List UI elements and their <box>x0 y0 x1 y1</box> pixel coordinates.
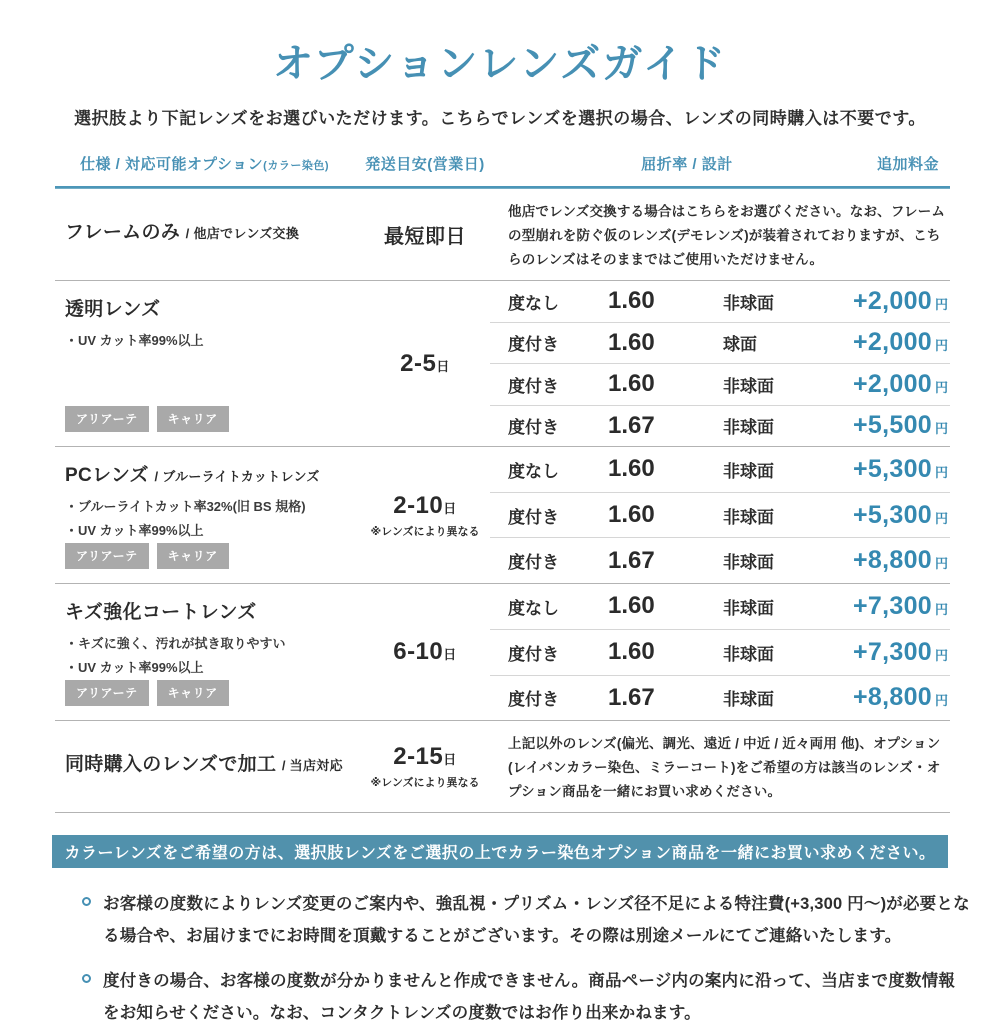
table-row <box>55 281 950 447</box>
shipping-note: ※レンズにより異なる <box>370 777 480 790</box>
option-badge: アリアーテ <box>65 543 149 569</box>
shipping-value: 6-10 <box>393 638 444 666</box>
header-index-design: 屈折率 / 設計 <box>641 156 733 173</box>
prescription-type: 度付き <box>508 376 559 396</box>
table-row <box>55 584 950 721</box>
price-value: +2,000 <box>853 369 932 398</box>
feature-item: ・キズに強く、汚れが拭き取りやすい <box>65 636 286 652</box>
shipping-cell <box>360 189 490 280</box>
prescription-type: 度付き <box>508 507 559 527</box>
price-currency: 円 <box>934 338 948 354</box>
lens-design: 非球面 <box>723 644 774 664</box>
price-currency: 円 <box>934 647 948 663</box>
shipping-cell <box>360 281 490 446</box>
lens-option-row <box>490 676 950 721</box>
price <box>853 455 950 484</box>
price-currency: 円 <box>934 296 948 312</box>
price <box>853 287 950 316</box>
table-header-row <box>55 153 950 186</box>
color-lens-banner: カラーレンズをご希望の方は、選択肢レンズをご選択の上でカラー染色オプション商品を一緒にお買い求めください。 <box>52 835 948 868</box>
lens-design: 非球面 <box>723 507 774 527</box>
shipping-value: 2-15 <box>393 743 444 771</box>
lens-option-row <box>490 538 950 583</box>
feature-item: ・UV カット率99%以上 <box>65 660 204 676</box>
footnote-item <box>82 965 970 1029</box>
price-value: +2,000 <box>853 328 932 357</box>
lens-name <box>65 294 360 321</box>
lens-design: 非球面 <box>723 690 774 710</box>
feature-list <box>65 329 360 353</box>
price-value: +5,300 <box>853 454 932 483</box>
prescription-type: 度付き <box>508 553 559 573</box>
lens-name <box>65 749 360 776</box>
lens-option-row <box>490 364 950 406</box>
lens-name-text: キズ強化コートレンズ <box>65 602 257 624</box>
spec-cell <box>55 584 360 720</box>
lens-name-text: フレームのみ <box>65 221 186 243</box>
footnotes <box>82 888 970 1029</box>
price-value: +8,800 <box>853 683 932 712</box>
refractive-index: 1.60 <box>608 287 655 315</box>
lens-name-suffix: / ブルーライトカットレンズ <box>154 469 320 485</box>
shipping-cell <box>360 447 490 583</box>
price <box>853 501 950 530</box>
lens-option-table <box>55 153 950 813</box>
spec-cell <box>55 447 360 583</box>
price <box>853 411 950 440</box>
shipping-days <box>400 350 450 378</box>
lens-option-row <box>490 281 950 323</box>
header-spec-note: (カラー染色) <box>263 160 329 172</box>
refractive-index: 1.67 <box>608 546 655 574</box>
footnote-text: 度付きの場合、お客様の度数が分かりませんと作成できません。商品ページ内の案内に沿って、当店まで度数情報をお知らせください。なお、コンタクトレンズの度数ではお作り出来かねます。 <box>103 971 956 1022</box>
prescription-type: 度付き <box>508 644 559 664</box>
shipping-days <box>393 743 457 771</box>
prescription-type: 度なし <box>508 598 559 618</box>
page-subtitle: 選択肢より下記レンズをお選びいただけます。こちらでレンズを選択の場合、レンズの同時購入は不要です。 <box>74 109 926 128</box>
lens-option-row <box>490 447 950 493</box>
spec-cell <box>55 281 360 446</box>
price <box>853 683 950 712</box>
prescription-type: 度なし <box>508 293 559 313</box>
price-currency: 円 <box>934 421 948 437</box>
lens-design: 非球面 <box>723 553 774 573</box>
refractive-index: 1.60 <box>608 638 655 666</box>
footnote-item <box>82 888 970 952</box>
option-badge: キャリア <box>157 406 229 432</box>
detail-cell <box>490 721 950 812</box>
lens-option-row <box>490 493 950 539</box>
shipping-days <box>393 492 457 520</box>
header-shipping: 発送目安(営業日) <box>365 156 485 173</box>
prescription-type: 度なし <box>508 461 559 481</box>
price-value: +5,300 <box>853 500 932 529</box>
refractive-index: 1.67 <box>608 683 655 711</box>
feature-list <box>65 495 360 543</box>
footnote-text: お客様の度数によりレンズ変更のご案内や、強乱視・プリズム・レンズ径不足による特注費(+3,300 円〜)が必要となる場合や、お届けまでにお時間を頂戴することがございます。その際は別途メールにてご連絡いたします。 <box>103 895 970 946</box>
price-currency: 円 <box>934 510 948 526</box>
shipping-days <box>384 220 466 249</box>
row-note: 上記以外のレンズ(偏光、調光、遠近 / 中近 / 近々両用 他)、オプション(レイバンカラー染色、ミラーコート)をご希望の方は該当のレンズ・オプション商品を一緒にお買い求めください。 <box>508 736 941 800</box>
header-price: 追加料金 <box>876 156 939 173</box>
shipping-value: 2-5 <box>400 349 437 377</box>
table-row <box>55 447 950 584</box>
price <box>853 328 950 357</box>
table-row <box>55 721 950 813</box>
refractive-index: 1.67 <box>608 411 655 439</box>
refractive-index: 1.60 <box>608 328 655 356</box>
price-value: +7,300 <box>853 637 932 666</box>
option-badge: アリアーテ <box>65 406 149 432</box>
feature-list <box>65 632 360 680</box>
shipping-unit: 日 <box>443 647 457 663</box>
circle-bullet-icon <box>82 897 91 906</box>
lens-name-text: 透明レンズ <box>65 299 161 321</box>
price-currency: 円 <box>934 379 948 395</box>
price <box>853 546 950 575</box>
lens-option-row <box>490 584 950 630</box>
lens-design: 非球面 <box>723 418 774 438</box>
lens-design: 非球面 <box>723 461 774 481</box>
shipping-unit: 日 <box>443 752 457 768</box>
shipping-days <box>393 638 457 666</box>
badge-list <box>65 406 360 437</box>
feature-item: ・UV カット率99%以上 <box>65 333 204 349</box>
price-currency: 円 <box>934 556 948 572</box>
price-currency: 円 <box>934 693 948 709</box>
refractive-index: 1.60 <box>608 592 655 620</box>
detail-cell <box>490 189 950 280</box>
lens-name-text: 同時購入のレンズで加工 <box>65 753 282 775</box>
badge-list <box>65 543 360 574</box>
price <box>853 638 950 667</box>
prescription-type: 度付き <box>508 418 559 438</box>
refractive-index: 1.60 <box>608 370 655 398</box>
lens-option-row <box>490 630 950 676</box>
lens-name <box>65 217 360 244</box>
spec-cell <box>55 721 360 812</box>
shipping-note: ※レンズにより異なる <box>370 525 480 538</box>
prescription-type: 度付き <box>508 335 559 355</box>
lens-name <box>65 460 360 487</box>
price <box>853 592 950 621</box>
feature-item: ・ブルーライトカット率32%(旧 BS 規格) <box>65 499 306 515</box>
price-currency: 円 <box>934 601 948 617</box>
lens-design: 非球面 <box>723 293 774 313</box>
circle-bullet-icon <box>82 974 91 983</box>
table-body <box>55 189 950 813</box>
lens-name-suffix: / 当店対応 <box>281 757 343 773</box>
lens-option-row <box>490 323 950 365</box>
refractive-index: 1.60 <box>608 501 655 529</box>
lens-design: 非球面 <box>723 376 774 396</box>
price-value: +8,800 <box>853 546 932 575</box>
shipping-cell <box>360 721 490 812</box>
detail-cell <box>490 281 950 446</box>
header-right-group <box>490 153 950 174</box>
header-spec: 仕様 / 対応可能オプション(カラー染色) <box>80 156 329 173</box>
option-badge: キャリア <box>157 680 229 706</box>
lens-name-suffix: / 他店でレンズ交換 <box>185 225 300 241</box>
lens-option-row <box>490 406 950 447</box>
price-value: +2,000 <box>853 286 932 315</box>
shipping-cell <box>360 584 490 720</box>
shipping-unit: 日 <box>436 358 450 374</box>
refractive-index: 1.60 <box>608 455 655 483</box>
badge-list <box>65 680 360 711</box>
spec-cell <box>55 189 360 280</box>
option-badge: アリアーテ <box>65 680 149 706</box>
lens-design: 非球面 <box>723 598 774 618</box>
price-value: +7,300 <box>853 591 932 620</box>
lens-name <box>65 597 360 624</box>
detail-cell <box>490 447 950 583</box>
option-badge: キャリア <box>157 543 229 569</box>
row-note: 他店でレンズ交換する場合はこちらをお選びください。なお、フレームの型崩れを防ぐ仮のレンズ(デモレンズ)が装着されておりますが、こちらのレンズはそのままではご使用いただけません。 <box>508 204 946 268</box>
price-currency: 円 <box>934 464 948 480</box>
table-row <box>55 189 950 281</box>
price-value: +5,500 <box>853 411 932 440</box>
shipping-value: 最短即日 <box>384 226 466 249</box>
price <box>853 370 950 399</box>
feature-item: ・UV カット率99%以上 <box>65 523 204 539</box>
page-title: オプションレンズガイド <box>273 42 727 86</box>
lens-name-text: PCレンズ <box>65 465 155 487</box>
lens-design: 球面 <box>723 335 757 355</box>
shipping-unit: 日 <box>443 500 457 516</box>
shipping-value: 2-10 <box>393 491 444 519</box>
detail-cell <box>490 584 950 720</box>
prescription-type: 度付き <box>508 690 559 710</box>
